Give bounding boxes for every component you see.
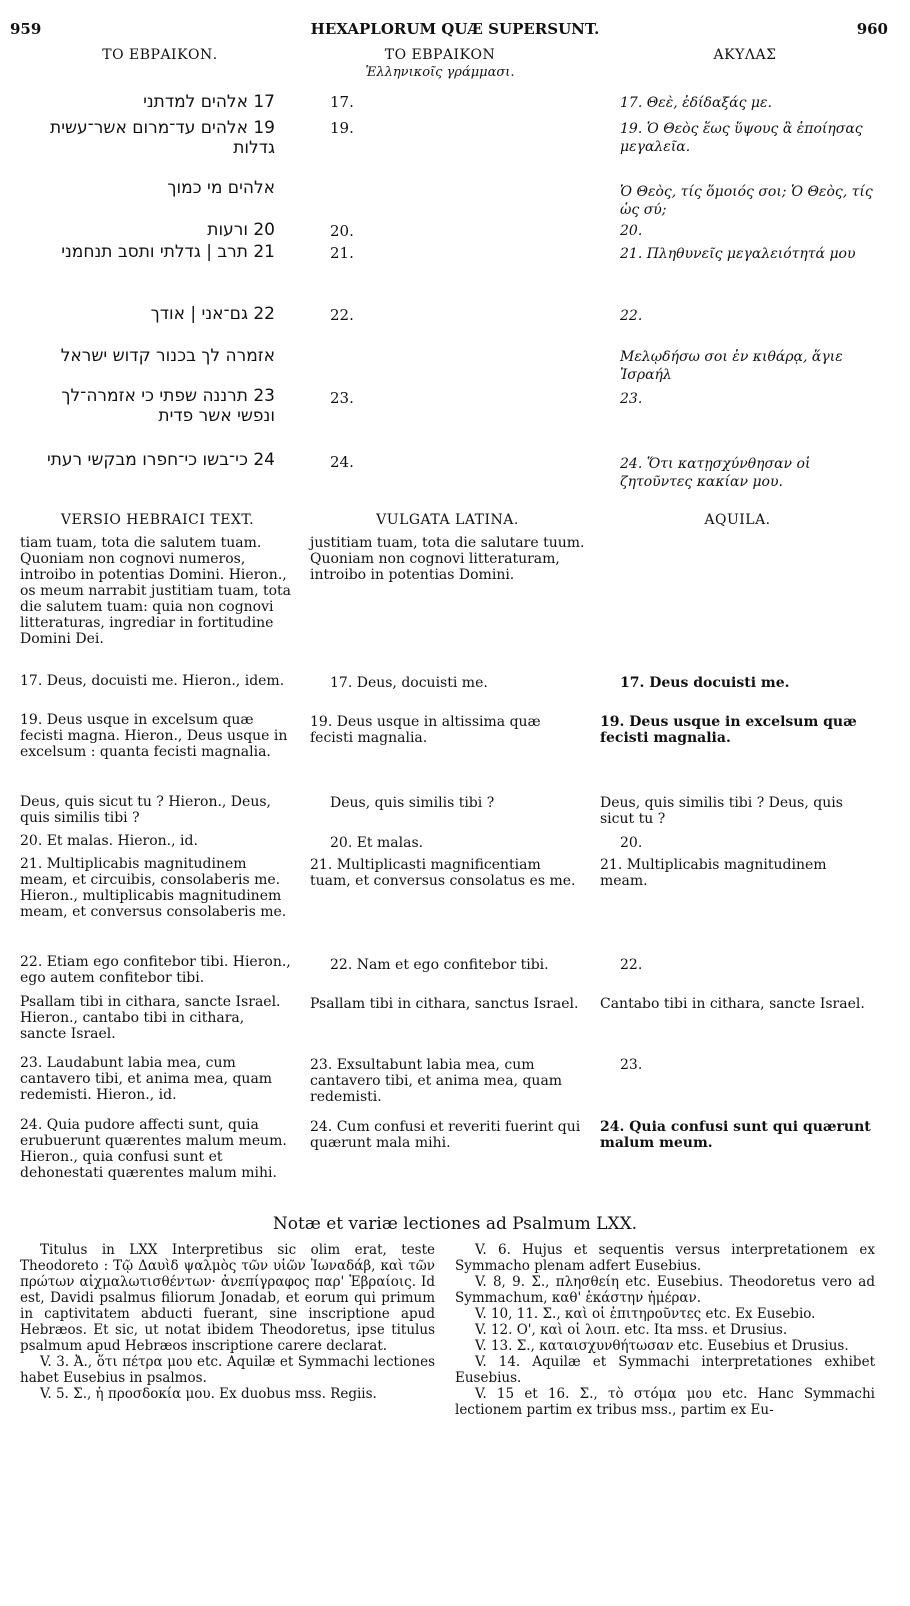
hebrew-line: 19 אלהים עד־מרום אשר־עשית גדלות (50, 118, 275, 158)
note-paragraph: V. 10, 11. Σ., καὶ οἱ ἐπιτηροῦντες etc. Ex Eusebio. (475, 1306, 816, 1322)
latin-verse-col1: Psallam tibi in cithara, sancte Israel. Hieron., cantabo tibi in cithara, sancte Israel. (20, 994, 281, 1042)
verse-number: 19. (330, 119, 354, 137)
latin-verse-col1: Deus, quis sicut tu ? Hieron., Deus, quis similis tibi ? (20, 794, 271, 826)
latin-verse-col2: 22. Nam et ego confitebor tibi. (330, 957, 549, 973)
latin-continuation-col2: justitiam tuam, tota die salutare tuum. Quoniam non cognovi litteraturam, introibo in potentias Domini. (310, 535, 585, 583)
hebrew-line: 22 גם־אני | אודך (150, 304, 275, 324)
latin-verse-col1: 23. Laudabunt labia mea, cum cantavero tibi, et anima mea, quam redemisti. Hieron., id. (20, 1055, 273, 1103)
latin-verse-col3: 19. Deus usque in excelsum quæ fecisti magnalia. (600, 714, 857, 746)
verse-number: 21. (330, 244, 354, 262)
latin-verse-col2: 20. Et malas. (330, 835, 424, 851)
latin-verse-col1: 22. Etiam ego confitebor tibi. Hieron., ego autem confitebor tibi. (20, 954, 291, 986)
note-paragraph: V. 13. Σ., καταισχυνθήτωσαν etc. Eusebius et Drusius. (475, 1338, 849, 1354)
latin-verse-col1: 20. Et malas. Hieron., id. (20, 833, 198, 849)
greek-line: Ὁ Θεὸς, τίς ὅμοιός σοι; Ὁ Θεὸς, τίς ὡς σύ; (620, 184, 873, 218)
hebrew-line: 23 תרננה שפתי כי אזמרה־לך ונפשי אשר פדית (61, 386, 275, 426)
note-paragraph: Titulus in LXX Interpretibus sic olim erat, teste Theodoreto : Τῷ Δαυὶδ ψαλμὸς τῶν υἱῶν Ἰωναδάβ, καὶ τῶν πρώτων αἰχμαλωτισθέντων· ἀνεπίγραφος παρ' Ἑβραίοις. Id est, Davidi psalmus filiorum Jonadab, et eorum qui primum in captivitatem abducti fuerant, sine inscriptione apud Hebræos. Et sic, ut notat ibidem Theodoretus, ipse titulus psalmum apud Hebræos inscriptione carere declarat. (20, 1242, 435, 1354)
hebrew-line: אזמרה לך בכנור קדוש ישראל (60, 346, 275, 366)
col-heading-hebrew-greek-letters: ΤΟ ΕΒΡΑΙΚΟΝ (384, 47, 496, 63)
running-title: HEXAPLORUM QUÆ SUPERSUNT. (310, 20, 600, 38)
col-heading-aquila-greek: ΑΚΥΛΑΣ (713, 47, 777, 63)
col-subheading: Ἑλληνικοῖς γράμμασι. (365, 65, 515, 80)
latin-verse-col3: 17. Deus docuisti me. (620, 675, 790, 691)
note-paragraph: V. 12. Ο', καὶ οἱ λοιπ. etc. Ita mss. et Drusius. (475, 1322, 788, 1338)
latin-verse-col1: 21. Multiplicabis magnitudinem meam, et circuibis, consolaberis me. Hieron., multiplicabis magnitudinem meam, et conversus consolaberis me. (20, 856, 287, 920)
latin-verse-col3: 24. Quia confusi sunt qui quærunt malum meum. (600, 1119, 871, 1151)
col-heading-aquila: AQUILA. (704, 512, 771, 528)
latin-verse-col2: 19. Deus usque in altissima quæ fecisti magnalia. (310, 714, 541, 746)
hebrew-line: 20 ורעות (207, 220, 275, 240)
note-paragraph: V. 3. Ἀ., ὅτι πέτρα μου etc. Aquilæ et Symmachi lectiones habet Eusebius in psalmos. (20, 1354, 435, 1386)
latin-verse-col1: 19. Deus usque in excelsum quæ fecisti magna. Hieron., Deus usque in excelsum : quanta fecisti magnalia. (20, 712, 288, 760)
latin-continuation-col1: tiam tuam, tota die salutem tuam. Quoniam non cognovi numeros, introibo in potentias Domini. Hieron., os meum narrabit justitiam tuam, tota die salutem tuam: quia non cognovi litteraturas, ingrediar in fortitudine Domini Dei. (20, 535, 291, 647)
greek-line: 22. (620, 308, 643, 324)
greek-line: 21. Πληθυνεῖς μεγαλειότητά μου (620, 246, 856, 262)
notes-title: Notæ et variæ lectiones ad Psalmum LXX. (272, 1214, 638, 1234)
greek-line: 20. (620, 223, 643, 239)
latin-verse-col3: 20. (620, 835, 643, 851)
latin-verse-col1: 24. Quia pudore affecti sunt, quia erubuerunt quærentes malum meum. Hieron., quia confusi sunt et dehonestati quærentes malum mihi. (20, 1117, 287, 1181)
latin-verse-col3: Deus, quis similis tibi ? Deus, quis sicut tu ? (600, 795, 843, 827)
verse-number: 20. (330, 222, 354, 240)
greek-line: 17. Θεὲ, ἐδίδαξάς με. (620, 95, 772, 111)
greek-line: 19. Ὁ Θεὸς ἕως ὕψους ἃ ἐποίησας μεγαλεῖα. (620, 121, 863, 155)
latin-verse-col1: 17. Deus, docuisti me. Hieron., idem. (20, 673, 285, 689)
greek-line: Μελῳδήσω σοι ἐν κιθάρᾳ, ἅγιε Ἰσραήλ (620, 349, 843, 383)
latin-verse-col2: 21. Multiplicasti magnificentiam tuam, et conversus consolatus es me. (310, 857, 576, 889)
note-paragraph: V. 5. Σ., ἡ προσδοκία μου. Ex duobus mss. Regiis. (40, 1386, 377, 1402)
page-number-right: 960 (856, 20, 888, 38)
col-heading-versio-hebraici: VERSIO HEBRAICI TEXT. (60, 512, 255, 528)
notes-left-column (20, 1242, 435, 1402)
latin-verse-col3: 21. Multiplicabis magnitudinem meam. (600, 857, 827, 889)
verse-number: 24. (330, 453, 354, 471)
greek-line: 23. (620, 391, 643, 407)
hebrew-line: אלהים מי כמוך (167, 178, 275, 198)
latin-verse-col2: 17. Deus, docuisti me. (330, 675, 488, 691)
col-heading-hebrew: ΤΟ ΕΒΡΑΙΚΟΝ. (102, 47, 218, 63)
note-paragraph: V. 15 et 16. Σ., τὸ στόμα μου etc. Hanc Symmachi lectionem partim ex tribus mss., partim ex Eu- (455, 1386, 875, 1418)
greek-line: 24. Ὅτι κατῃσχύνθησαν οἱ ζητοῦντες κακίαν μου. (620, 456, 811, 490)
hebrew-line: 17 אלהים למדתני (143, 92, 275, 112)
latin-verse-col3: 22. (620, 957, 643, 973)
hebrew-line: 21 תרב | גדלתי ותסב תנחמני (61, 242, 275, 262)
col-heading-vulgata: VULGATA LATINA. (376, 512, 519, 528)
verse-number: 17. (330, 93, 354, 111)
latin-verse-col3: Cantabo tibi in cithara, sancte Israel. (600, 996, 865, 1012)
latin-verse-col3: 23. (620, 1057, 643, 1073)
notes-right-column (455, 1242, 875, 1418)
latin-verse-col2: Deus, quis similis tibi ? (330, 795, 495, 811)
latin-verse-col2: Psallam tibi in cithara, sanctus Israel. (310, 996, 579, 1012)
page-number-left: 959 (10, 20, 42, 38)
note-paragraph: V. 14. Aquilæ et Symmachi interpretationes exhibet Eusebius. (455, 1354, 875, 1386)
note-paragraph: V. 6. Hujus et sequentis versus interpretationem ex Symmacho plenam adfert Eusebius. (455, 1242, 875, 1274)
verse-number: 23. (330, 389, 354, 407)
note-paragraph: V. 8, 9. Σ., πλησθείη etc. Eusebius. Theodoretus vero ad Symmachum, καθ' ἑκάστην ἡμέραν. (455, 1274, 875, 1306)
latin-verse-col2: 24. Cum confusi et reveriti fuerint qui quærunt mala mihi. (310, 1119, 581, 1151)
verse-number: 22. (330, 306, 354, 324)
hebrew-line: 24 כי־בשו כי־חפרו מבקשי רעתי (46, 450, 275, 470)
latin-verse-col2: 23. Exsultabunt labia mea, cum cantavero tibi, et anima mea, quam redemisti. (310, 1057, 563, 1105)
